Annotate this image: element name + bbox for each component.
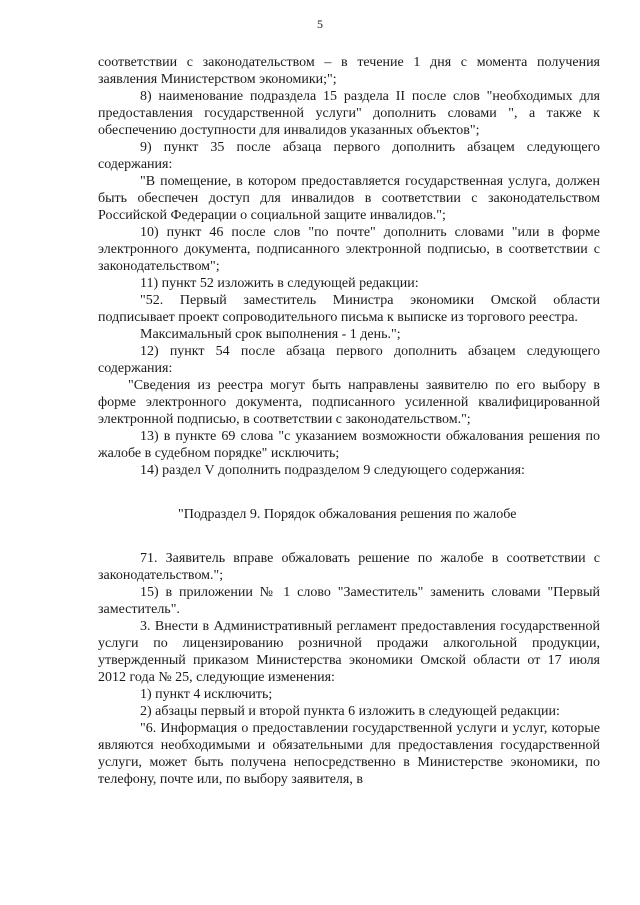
paragraph-10: "Сведения из реестра могут быть направлены заявителю по его выбору в форме электронного документа, подписанного усиленной квалифицированной электронной подписью, в соответствии с законодательством."; <box>98 378 600 427</box>
paragraph-2: 8) наименование подраздела 15 раздела II после слов "необходимых для предоставления государственной услуги" дополнить словами ", а также к обеспечению доступности для инвалидов указанных объектов"; <box>98 89 600 138</box>
paragraph-3: 9) пункт 35 после абзаца первого дополнить абзацем следующего содержания: <box>98 140 600 172</box>
paragraph-11: 13) в пункте 69 слова "с указанием возможности обжалования решения по жалобе в судебном порядке" исключить; <box>98 429 600 461</box>
paragraph-14: 15) в приложении № 1 слово "Заместитель" заменить словами "Первый заместитель". <box>98 585 600 617</box>
paragraph-18: "6. Информация о предоставлении государственной услуги и услуг, которые являются необходимыми и обязательными для предоставления государственной услуги, может быть получена непосредственно в Министерстве экономики, по телефону, почте или, по выбору заявителя, в <box>98 721 600 787</box>
document-body <box>98 54 600 788</box>
paragraph-7: "52. Первый заместитель Министра экономики Омской области подписывает проект сопроводительного письма к выписке из торгового реестра. <box>98 293 600 325</box>
paragraph-8: Максимальный срок выполнения - 1 день."; <box>140 327 401 342</box>
paragraph-17: 2) абзацы первый и второй пункта 6 изложить в следующей редакции: <box>140 704 560 719</box>
paragraph-5: 10) пункт 46 после слов "по почте" дополнить словами "или в форме электронного документа, подписанного электронной подписью, в соответствии с законодательством"; <box>98 225 600 274</box>
paragraph-6: 11) пункт 52 изложить в следующей редакции: <box>140 276 419 291</box>
paragraph-1: соответствии с законодательством – в течение 1 дня с момента получения заявления Министерством экономики;"; <box>98 55 600 87</box>
paragraph-4: "В помещение, в котором предоставляется государственная услуга, должен быть обеспечен доступ для инвалидов в соответствии с законодательством Российской Федерации о социальной защите инвалидов."; <box>98 174 600 223</box>
page-number: 5 <box>317 17 323 31</box>
paragraph-13: 71. Заявитель вправе обжаловать решение по жалобе в соответствии с законодательством."; <box>98 551 600 583</box>
paragraph-9: 12) пункт 54 после абзаца первого дополнить абзацем следующего содержания: <box>98 344 600 376</box>
subsection-heading: "Подраздел 9. Порядок обжалования решения по жалобе <box>178 507 517 522</box>
paragraph-16: 1) пункт 4 исключить; <box>140 687 273 702</box>
paragraph-15: 3. Внести в Административный регламент предоставления государственной услуги по лицензированию розничной продажи алкогольной продукции, утвержденный приказом Министерства экономики Омской области от 17 июля 2012 года № 25, следующие изменения: <box>98 619 600 685</box>
paragraph-12: 14) раздел V дополнить подразделом 9 следующего содержания: <box>140 463 525 478</box>
